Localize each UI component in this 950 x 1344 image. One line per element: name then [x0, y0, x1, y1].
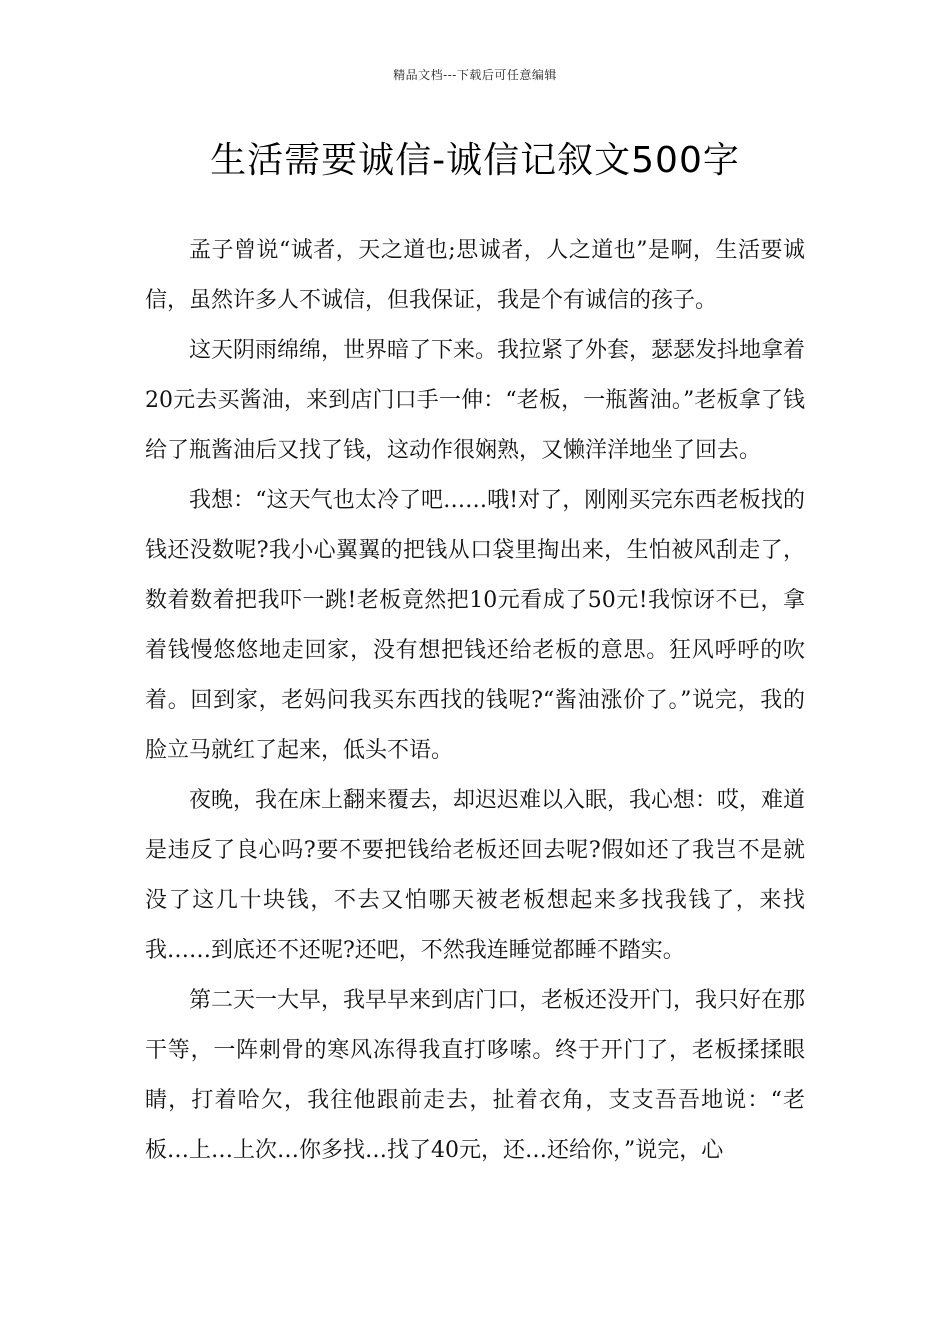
paragraph-2: 这天阴雨绵绵，世界暗了下来。我拉紧了外套，瑟瑟发抖地拿着20元去买酱油，来到店门口手一伸：“老板，一瓶酱油。”老板拿了钱给了瓶酱油后又找了钱，这动作很娴熟，又懒洋洋地坐了回去。 — [145, 338, 806, 463]
paragraph-5: 第二天一大早，我早早来到店门口，老板还没开门，我只好在那干等，一阵刺骨的寒风冻得我直打哆嗦。终于开门了，老板揉揉眼睛，打着哈欠，我往他跟前走去，扯着衣角，支支吾吾地说：“老板…上…上次…你多找…找了40元，还…还给你，”说完，心 — [145, 988, 806, 1163]
paragraph-1: 孟子曾说“诚者，天之道也;思诚者，人之道也”是啊，生活要诚信，虽然许多人不诚信，但我保证，我是个有诚信的孩子。 — [145, 238, 805, 313]
header-note: 精品文档---下载后可任意编辑 — [393, 68, 557, 82]
page-title: 生活需要诚信-诚信记叙文500字 — [210, 140, 740, 181]
paragraph-3: 我想：“这天气也太冷了吧……哦!对了，刚刚买完东西老板找的钱还没数呢?我小心翼翼的把钱从口袋里掏出来，生怕被风刮走了，数着数着把我吓一跳!老板竟然把10元看成了50元!我惊讶不已，拿着钱慢悠悠地走回家，没有想把钱还给老板的意思。狂风呼呼的吹着。回到家，老妈问我买东西找的钱呢?“酱油涨价了。”说完，我的脸立马就红了起来，低头不语。 — [145, 488, 805, 763]
paragraph-4: 夜晚，我在床上翻来覆去，却迟迟难以入眠，我心想：哎，难道是违反了良心吗?要不要把钱给老板还回去呢?假如还了我岂不是就没了这几十块钱，不去又怕哪天被老板想起来多找我钱了，来找我……到底还不还呢?还吧，不然我连睡觉都睡不踏实。 — [145, 788, 806, 963]
article-body — [145, 226, 805, 1176]
